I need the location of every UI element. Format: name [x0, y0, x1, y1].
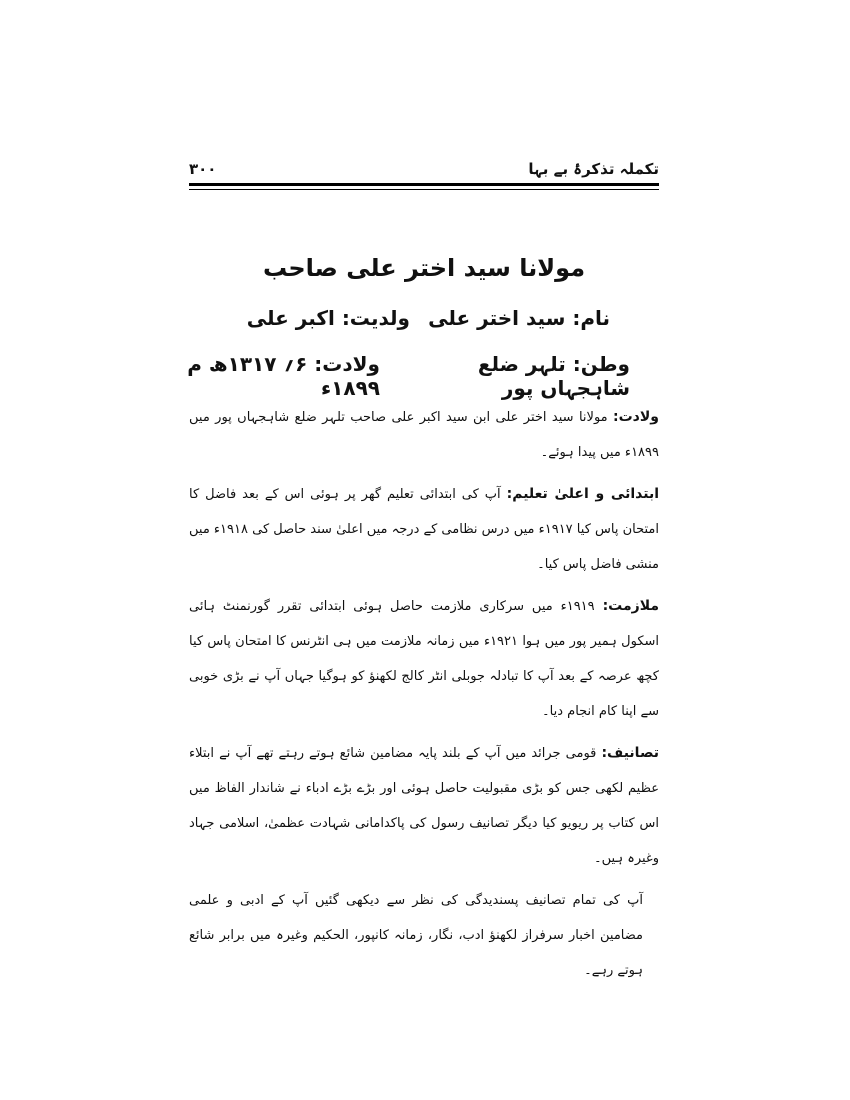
paragraph-text: ۱۹۱۹ء میں سرکاری ملازمت حاصل ہوئی ابتدائی تقرر گورنمنٹ ہائی اسکول ہمیر پور میں ہوا ۱۹۲۱ء میں زمانہ ملازمت میں ہی انٹرنس کا امتحان پاس کیا کچھ عرصہ کے بعد آپ کا تبادلہ جوبلی انٹر کالج لکھنؤ کو ہوگیا جہاں آپ نے بڑی خوبی سے اپنا کام انجام دیا۔	[189, 599, 660, 719]
biography-body	[189, 400, 659, 995]
paragraph-label: ولادت:	[613, 409, 659, 425]
biography-title: مولانا سید اختر علی صاحب	[262, 254, 586, 282]
paragraph-label: ابتدائی و اعلیٰ تعلیم:	[506, 486, 660, 502]
paragraph-birth	[189, 400, 659, 470]
running-head	[189, 158, 659, 186]
header-rule-thin	[189, 189, 659, 190]
paragraph-text: مولانا سید اختر علی ابن سید اکبر علی صاحب تلہر ضلع شاہجہاں پور میں ۱۸۹۹ء میں پیدا ہوئے۔	[189, 410, 659, 460]
paragraph-works	[189, 736, 659, 876]
paragraph-text: آپ کی تمام تصانیف پسندیدگی کی نظر سے دیکھی گئیں آپ کے ادبی و علمی مضامین اخبار سرفراز لکھنؤ ادب، نگار، زمانہ کانپور، الحکیم وغیرہ میں برابر شائع ہوتے رہے۔	[189, 893, 643, 978]
paragraph-label: تصانیف:	[601, 745, 659, 761]
hometown-field: وطن: تلہر ضلع شاہجہاں پور	[477, 352, 630, 400]
father-name-field: ولدیت: اکبر علی	[246, 306, 410, 330]
paragraph-label: ملازمت:	[602, 598, 660, 614]
birth-date-field: ولادت: ۶؍ ۱۳۱۷ھ م ۱۸۹۹ء	[187, 352, 380, 400]
paragraph-text: قومی جرائد میں آپ کے بلند پایہ مضامین شائع ہوتے رہتے تھے آپ نے ابتلاء عظیم لکھی جس کو بڑی مقبولیت حاصل ہوئی اور بڑے بڑے ادباء نے شاندار الفاظ میں اس کتاب پر ریویو کیا دیگر تصانیف رسول کی پاکدامانی شہادت عظمیٰ، اسلامی جہاد وغیرہ ہیں۔	[189, 746, 659, 866]
page-number: ۳۰۰	[189, 160, 217, 178]
paragraph-employment	[189, 589, 659, 729]
header-rule-thick	[189, 183, 659, 186]
paragraph-education	[189, 477, 659, 582]
name-field: نام: سید اختر علی	[428, 306, 610, 330]
paragraph-text: آپ کی ابتدائی تعلیم گھر پر ہوئی اس کے بعد فاضل کا امتحان پاس کیا ۱۹۱۷ء میں درس نظامی کے درجہ میں اعلیٰ سند حاصل کی ۱۹۱۸ء میں منشی فاضل پاس کیا۔	[189, 487, 659, 572]
paragraph-publications	[189, 883, 659, 988]
running-title: تکملہ تذکرۂ بے بہا	[528, 160, 659, 178]
